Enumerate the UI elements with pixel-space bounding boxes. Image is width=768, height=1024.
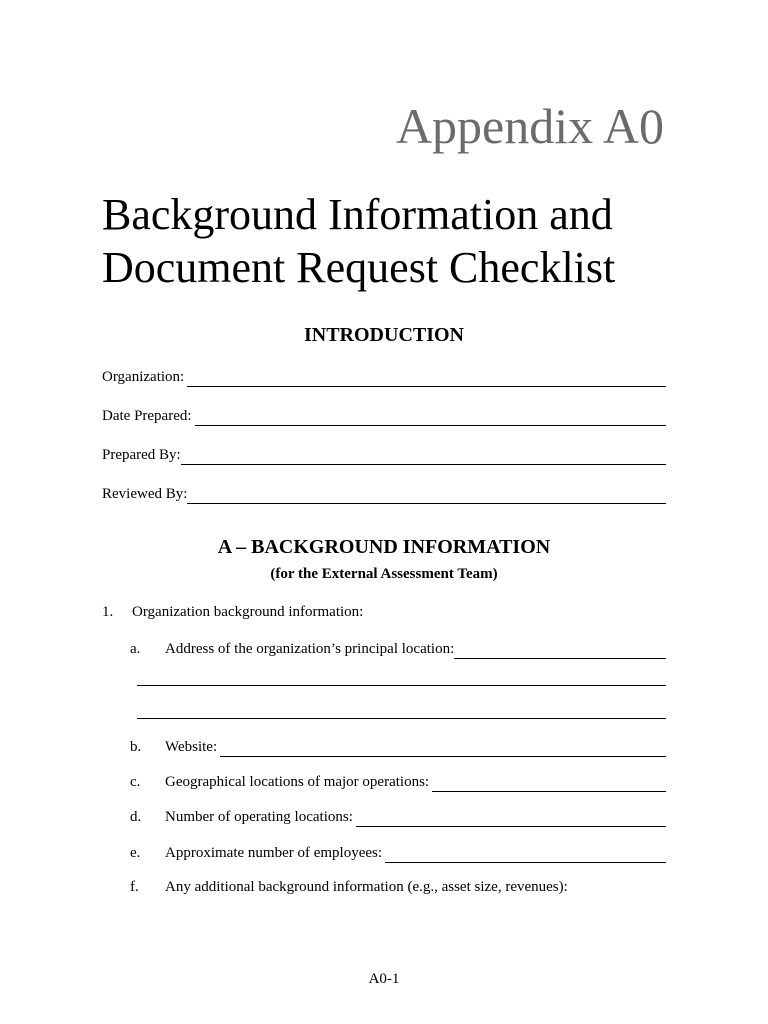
organization-label: Organization: bbox=[102, 369, 185, 385]
subitem-c-blank-line[interactable] bbox=[432, 776, 666, 792]
prepared-by-field[interactable] bbox=[102, 445, 666, 465]
item-1-number: 1. bbox=[102, 604, 114, 620]
subitem-d[interactable] bbox=[130, 807, 666, 827]
date-prepared-field[interactable] bbox=[102, 406, 666, 426]
appendix-label: Appendix A0 bbox=[395, 98, 664, 154]
subitem-a-blank-line[interactable] bbox=[454, 643, 666, 659]
reviewed-by-field[interactable] bbox=[102, 484, 666, 504]
prepared-by-label: Prepared By: bbox=[102, 447, 181, 463]
title-line-2: Document Request Checklist bbox=[102, 243, 616, 292]
subitem-b[interactable] bbox=[130, 737, 666, 757]
date-prepared-label: Date Prepared: bbox=[102, 408, 192, 424]
organization-blank-line[interactable] bbox=[187, 371, 666, 387]
subitem-b-blank-line[interactable] bbox=[220, 741, 666, 757]
reviewed-by-label: Reviewed By: bbox=[102, 486, 188, 502]
subitem-d-text: Number of operating locations: bbox=[165, 809, 353, 825]
subitem-a-text: Address of the organization’s principal location: bbox=[165, 641, 455, 657]
subitem-b-text: Website: bbox=[165, 739, 218, 755]
item-1 bbox=[102, 602, 666, 622]
subitem-c-text: Geographical locations of major operations: bbox=[165, 774, 430, 790]
background-information-subheading: (for the External Assessment Team) bbox=[270, 566, 498, 582]
document-title bbox=[102, 188, 702, 294]
subitem-c[interactable] bbox=[130, 772, 666, 792]
subitem-a-continuation-line-2[interactable] bbox=[137, 718, 666, 719]
organization-field[interactable] bbox=[102, 367, 666, 387]
subitem-a-continuation-line-1[interactable] bbox=[137, 685, 666, 686]
subitem-a[interactable] bbox=[130, 639, 666, 659]
subitem-a-letter: a. bbox=[130, 641, 141, 657]
subitem-b-letter: b. bbox=[130, 739, 142, 755]
reviewed-by-blank-line[interactable] bbox=[187, 488, 666, 504]
date-prepared-blank-line[interactable] bbox=[195, 410, 666, 426]
item-1-text: Organization background information: bbox=[132, 604, 364, 620]
title-line-1: Background Information and bbox=[102, 190, 613, 239]
background-information-heading: A – BACKGROUND INFORMATION bbox=[217, 536, 551, 558]
subitem-f bbox=[130, 877, 666, 897]
page-number: A0-1 bbox=[368, 971, 400, 987]
subitem-d-blank-line[interactable] bbox=[356, 811, 666, 827]
introduction-heading: INTRODUCTION bbox=[303, 324, 465, 346]
subitem-d-letter: d. bbox=[130, 809, 142, 825]
subitem-f-letter: f. bbox=[130, 879, 139, 895]
subitem-e-letter: e. bbox=[130, 845, 141, 861]
subitem-e[interactable] bbox=[130, 843, 666, 863]
subitem-e-text: Approximate number of employees: bbox=[165, 845, 383, 861]
subitem-f-text: Any additional background information (e.g., asset size, revenues): bbox=[165, 879, 568, 895]
prepared-by-blank-line[interactable] bbox=[181, 449, 666, 465]
subitem-e-blank-line[interactable] bbox=[385, 847, 666, 863]
subitem-c-letter: c. bbox=[130, 774, 141, 790]
